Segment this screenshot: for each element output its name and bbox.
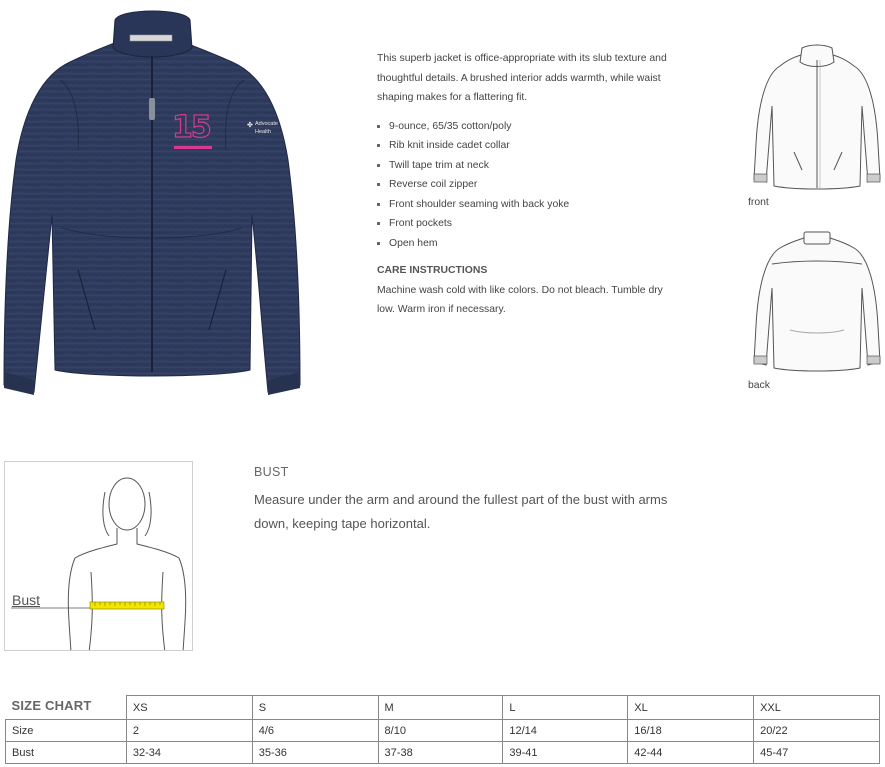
anniversary-logo	[172, 110, 214, 154]
table-cell: 8/10	[378, 720, 503, 742]
care-instructions-text: Machine wash cold with like colors. Do not bleach. Tumble dry low. Warm iron if necessary.	[377, 284, 663, 315]
size-chart-table	[5, 695, 880, 764]
table-cell: 4/6	[252, 720, 378, 742]
row-label: Bust	[6, 742, 127, 764]
cross-icon: ✤	[247, 122, 253, 129]
size-header: S	[252, 696, 378, 720]
size-header: L	[503, 696, 628, 720]
jacket-back-sketch	[750, 230, 885, 375]
row-label: Size	[6, 720, 127, 742]
feature-item: 9-ounce, 65/35 cotton/poly	[377, 117, 677, 137]
bust-measurement-figure	[4, 461, 193, 651]
table-cell: 16/18	[628, 720, 754, 742]
product-description	[377, 49, 677, 320]
size-header: XXL	[754, 696, 880, 720]
feature-item: Reverse coil zipper	[377, 175, 677, 195]
feature-item: Rib knit inside cadet collar	[377, 136, 677, 156]
size-header: XL	[628, 696, 754, 720]
size-chart-title: SIZE CHART	[11, 697, 92, 713]
bust-title: BUST	[254, 465, 289, 479]
table-cell: 32-34	[126, 742, 252, 764]
feature-item: Open hem	[377, 234, 677, 254]
bust-figure-label: Bust	[12, 592, 41, 608]
front-label: front	[748, 197, 769, 208]
sleeve-brand-logo	[247, 120, 277, 144]
table-cell: 20/22	[754, 720, 880, 742]
feature-list	[377, 117, 677, 254]
bust-instructions: Measure under the arm and around the fullest part of the bust with arms down, keeping tape horizontal.	[254, 492, 668, 531]
table-cell: 37-38	[378, 742, 503, 764]
jacket-front-sketch	[750, 44, 885, 194]
table-row	[6, 742, 880, 764]
feature-item: Front pockets	[377, 214, 677, 234]
size-chart-header-row	[6, 696, 880, 720]
care-instructions-title: CARE INSTRUCTIONS	[377, 265, 488, 276]
logo-tagline-bar	[174, 146, 212, 149]
size-header: XS	[126, 696, 252, 720]
body-outline-illustration	[5, 462, 193, 651]
table-cell: 42-44	[628, 742, 754, 764]
logo-number: 15	[172, 110, 210, 145]
table-cell: 35-36	[252, 742, 378, 764]
description-paragraph: This superb jacket is office-appropriate with its slub texture and thoughtful details. A brushed interior adds warmth, while waist shaping makes for a flattering fit.	[377, 53, 667, 103]
table-cell: 39-41	[503, 742, 628, 764]
table-cell: 12/14	[503, 720, 628, 742]
table-cell: 45-47	[754, 742, 880, 764]
table-cell: 2	[126, 720, 252, 742]
feature-item: Front shoulder seaming with back yoke	[377, 195, 677, 215]
jacket-product-photo	[0, 0, 305, 400]
back-label: back	[748, 380, 770, 391]
table-row	[6, 720, 880, 742]
brand-line2: Health	[255, 129, 271, 135]
brand-line1: Advocate	[255, 121, 278, 127]
feature-item: Twill tape trim at neck	[377, 156, 677, 176]
size-header: M	[378, 696, 503, 720]
